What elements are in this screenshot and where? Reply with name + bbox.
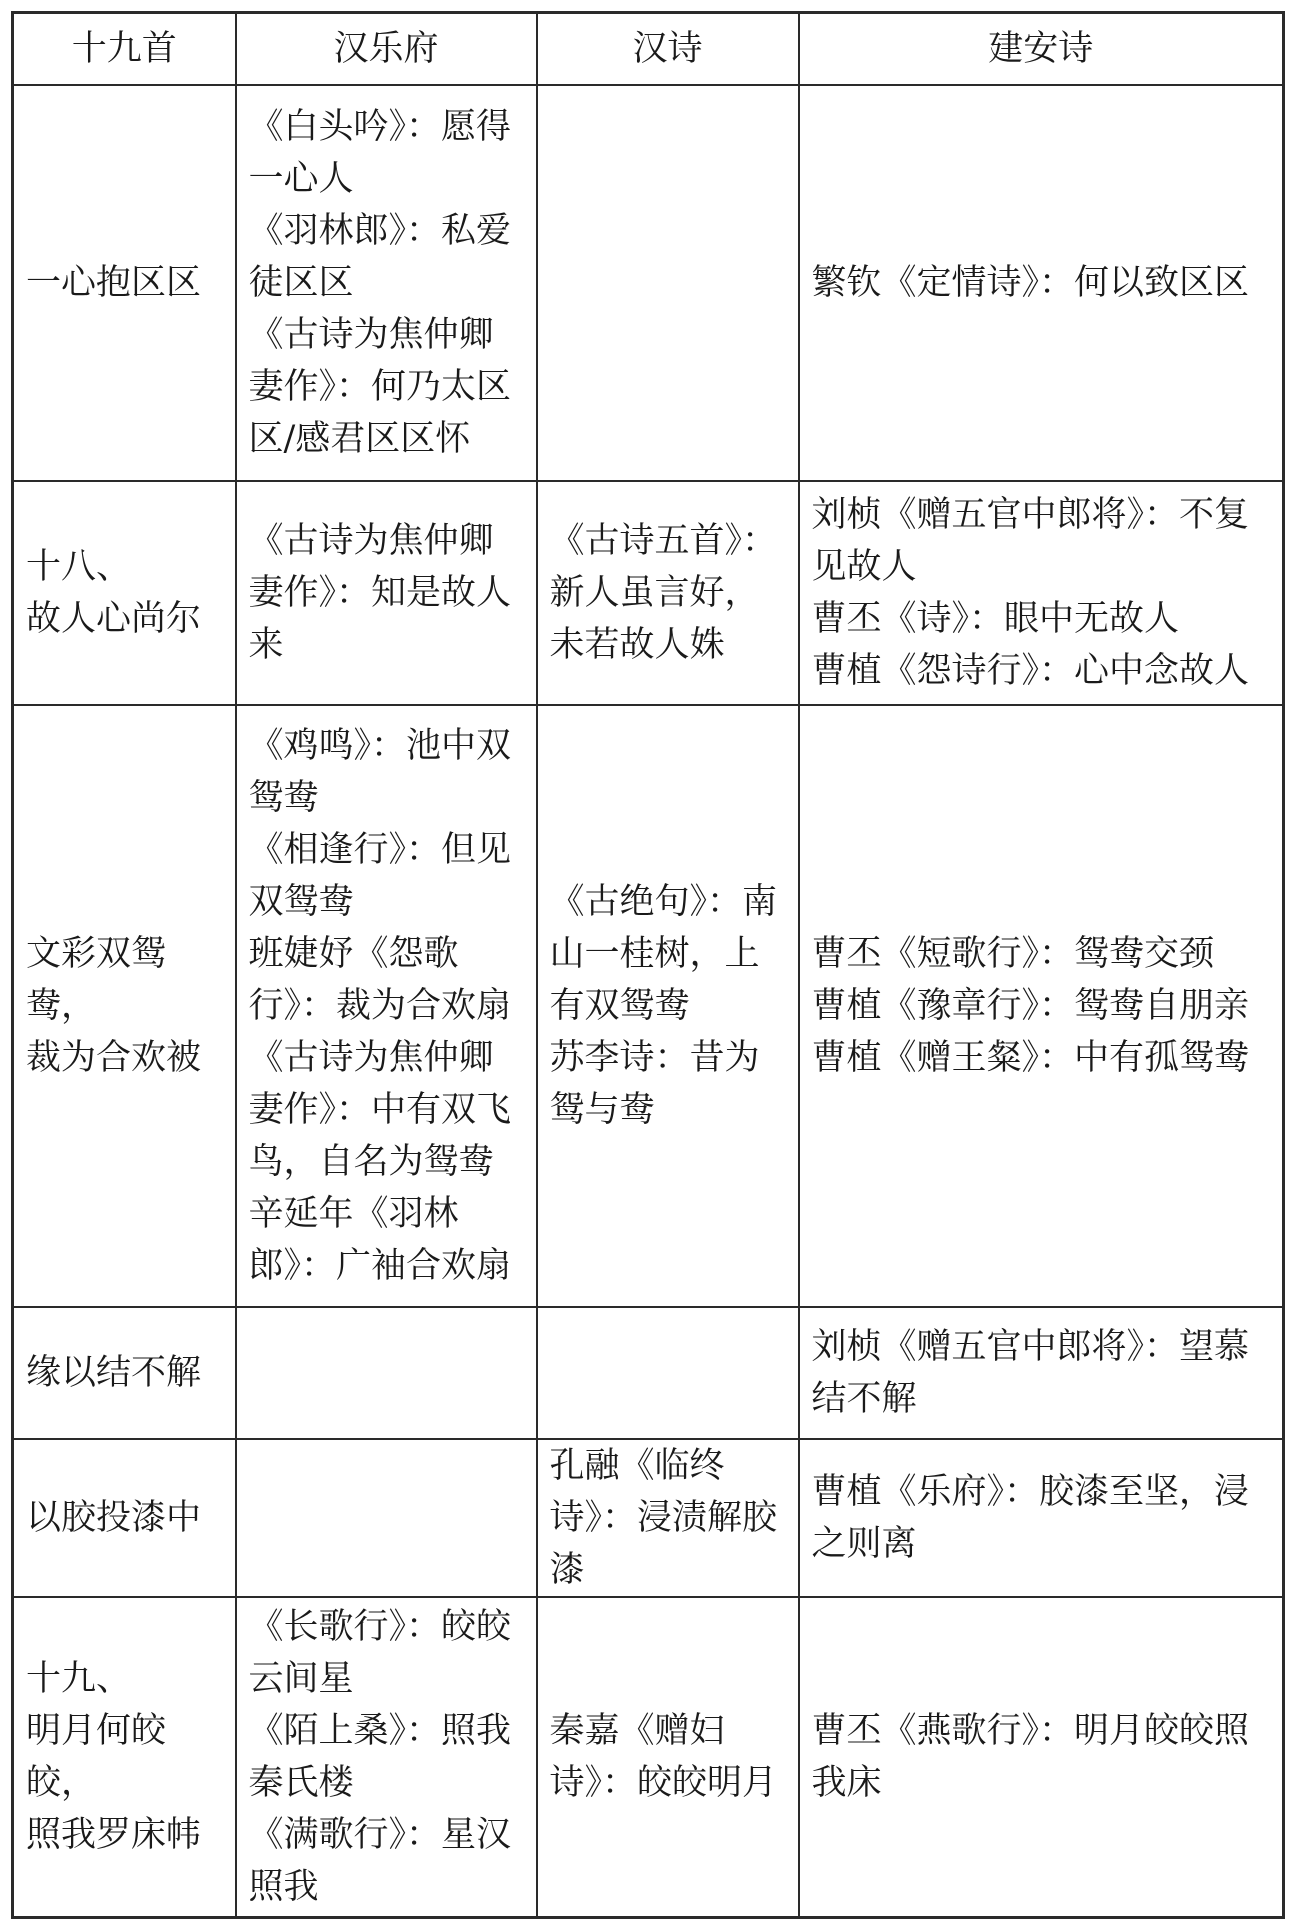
cell-han-yuefu — [236, 1439, 537, 1597]
cell-line: 曹丕《燕歌行》：明月皎皎照我床 — [811, 1710, 1250, 1803]
cell-line: 曹丕《短歌行》：鸳鸯交颈 — [811, 934, 1215, 974]
header-han-yuefu: 汉乐府 — [236, 13, 537, 86]
header-nineteen-poems: 十九首 — [13, 13, 236, 86]
cell-line: 《陌上桑》：照我秦氏楼 — [248, 1710, 512, 1803]
cell-line: 曹植《怨诗行》：心中念故人 — [811, 651, 1250, 691]
cell-line: 文彩双鸳鸯， — [26, 934, 167, 1026]
cell-line: 明月何皎皎， — [26, 1710, 167, 1803]
cell-han-yuefu — [236, 705, 537, 1307]
cell-line: 故人心尚尔 — [26, 599, 202, 639]
table-row — [13, 85, 1284, 481]
cell-nineteen-poems — [13, 1439, 236, 1597]
cell-line: 《鸡鸣》：池中双鸳鸯 — [248, 726, 512, 818]
table-row — [13, 705, 1284, 1307]
cell-line: 刘桢《赠五官中郎将》：不复见故人 — [811, 495, 1250, 587]
cell-line: 《古诗为焦仲卿妻作》：知是故人来 — [248, 521, 512, 665]
cell-line: 曹丕《诗》：眼中无故人 — [811, 599, 1180, 639]
cell-line: 十八、 — [26, 547, 132, 587]
cell-jianan-poetry — [799, 1597, 1284, 1917]
cell-han-poetry — [537, 1439, 799, 1597]
cell-line: 裁为合欢被 — [26, 1038, 202, 1078]
cell-line: 秦嘉《赠妇诗》：皎皎明月 — [549, 1710, 778, 1803]
cell-line: 曹植《乐府》：胶漆至坚，浸之则离 — [811, 1472, 1250, 1564]
cell-line: 班婕妤《怨歌行》：裁为合欢扇 — [248, 934, 512, 1026]
cell-line: 辛延年《羽林郎》：广袖合欢扇 — [248, 1194, 512, 1286]
cell-line: 曹植《赠王粲》：中有孤鸳鸯 — [811, 1038, 1250, 1078]
cell-han-poetry — [537, 1597, 799, 1917]
cell-line: 一心抱区区 — [26, 263, 202, 303]
cell-line: 《古绝句》：南山一桂树，上有双鸳鸯 — [549, 882, 778, 1026]
cell-nineteen-poems — [13, 85, 236, 481]
cell-line: 曹植《豫章行》：鸳鸯自朋亲 — [811, 986, 1250, 1026]
cell-jianan-poetry — [799, 705, 1284, 1307]
cell-han-poetry — [537, 705, 799, 1307]
cell-nineteen-poems — [13, 1307, 236, 1439]
cell-han-poetry — [537, 1307, 799, 1439]
header-han-poetry: 汉诗 — [537, 13, 799, 86]
header-jianan-poetry: 建安诗 — [799, 13, 1284, 86]
cell-line: 照我罗床帏 — [26, 1814, 202, 1855]
cell-line: 《白头吟》：愿得一心人 — [248, 107, 512, 199]
cell-line: 《满歌行》：星汉照我 — [248, 1814, 512, 1907]
cell-nineteen-poems — [13, 481, 236, 705]
cell-line: 十九、 — [26, 1658, 132, 1699]
cell-line: 刘桢《赠五官中郎将》：望慕结不解 — [811, 1327, 1250, 1419]
cell-line: 《古诗五首》：新人虽言好，未若故人姝 — [549, 521, 778, 665]
cell-nineteen-poems — [13, 705, 236, 1307]
cell-han-yuefu — [236, 1307, 537, 1439]
cell-line: 《长歌行》：皎皎云间星 — [248, 1606, 512, 1699]
table-row — [13, 1307, 1284, 1439]
cell-han-yuefu — [236, 1597, 537, 1917]
cell-line: 《羽林郎》：私爱徒区区 — [248, 211, 512, 303]
cell-jianan-poetry — [799, 1439, 1284, 1597]
cell-line: 孔融《临终诗》：浸渍解胶漆 — [549, 1446, 778, 1590]
cell-jianan-poetry — [799, 481, 1284, 705]
cell-nineteen-poems — [13, 1597, 236, 1917]
cell-line: 以胶投漆中 — [26, 1498, 202, 1538]
cell-line: 苏李诗：昔为鸳与鸯 — [549, 1038, 760, 1130]
table-row — [13, 1439, 1284, 1597]
cell-jianan-poetry — [799, 85, 1284, 481]
cell-line: 《相逢行》：但见双鸳鸯 — [248, 830, 512, 922]
poem-comparison-table — [11, 11, 1285, 1919]
cell-han-yuefu — [236, 481, 537, 705]
cell-line: 缘以结不解 — [26, 1353, 202, 1393]
cell-han-poetry — [537, 85, 799, 481]
cell-line: 《古诗为焦仲卿妻作》：中有双飞鸟，自名为鸳鸯 — [248, 1038, 512, 1182]
header-row — [13, 13, 1284, 86]
cell-han-poetry — [537, 481, 799, 705]
table-row — [13, 481, 1284, 705]
cell-jianan-poetry — [799, 1307, 1284, 1439]
cell-line: 《古诗为焦仲卿妻作》：何乃太区区/感君区区怀 — [248, 315, 512, 459]
table-row — [13, 1597, 1284, 1917]
cell-han-yuefu — [236, 85, 537, 481]
cell-line: 繁钦《定情诗》：何以致区区 — [811, 263, 1250, 303]
